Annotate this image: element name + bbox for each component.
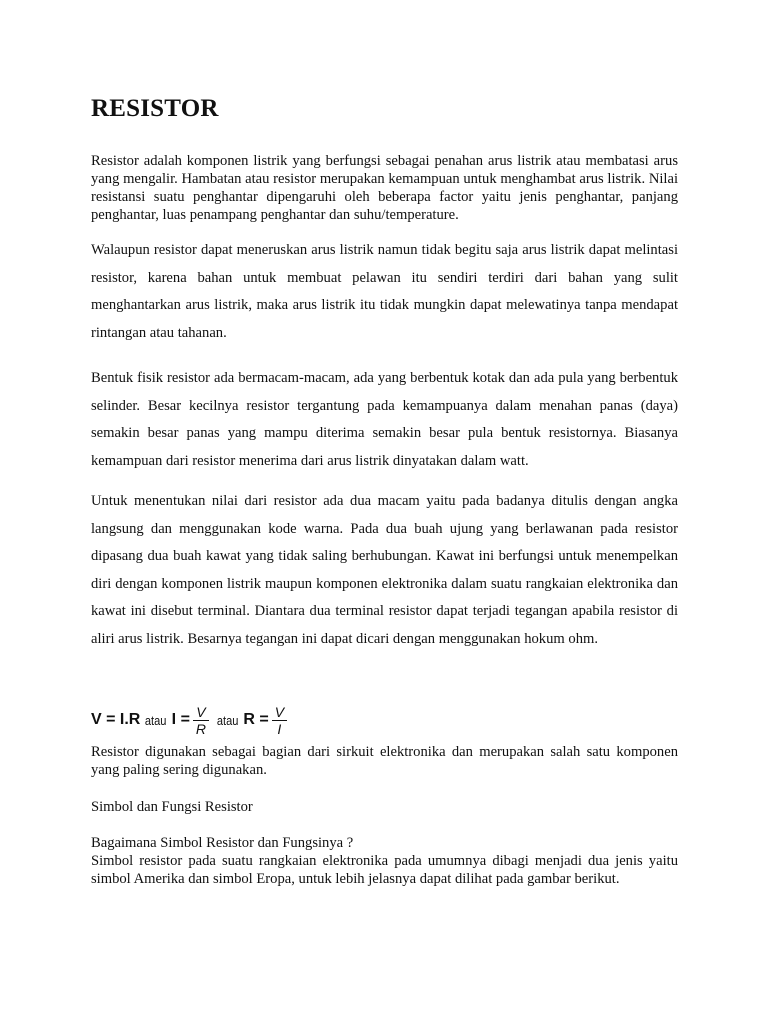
section-heading-symbols: Simbol dan Fungsi Resistor bbox=[91, 799, 253, 815]
paragraph-current-flow: Walaupun resistor dapat meneruskan arus listrik namun tidak begitu saja arus listrik dapat melintasi resistor, karena bahan untuk membuat pelawan itu sendiri terdiri dari bahan yang sulit menghantarkan arus listrik, maka arus listrik itu tidak mungkin dapat melewatinya tanpa mendapat rintangan atau tahanan. bbox=[91, 242, 678, 341]
fraction-numerator: V bbox=[272, 704, 287, 721]
formula-separator: atau bbox=[145, 712, 167, 728]
formula-i-equals: I = bbox=[171, 711, 190, 728]
formula-separator: atau bbox=[216, 712, 239, 728]
fraction-denominator: I bbox=[277, 720, 282, 737]
formula-v-equals-ir: V = I.R bbox=[91, 711, 141, 728]
paragraph-question: Bagaimana Simbol Resistor dan Fungsinya ? bbox=[91, 835, 354, 851]
paragraph-physical-form: Bentuk fisik resistor ada bermacam-macam, ada yang berbentuk kotak dan ada pula yang berbentuk selinder. Besar kecilnya resistor tergantung pada kemampuanya dalam menahan panas (daya) semakin besar panas yang mampu diterima semakin besar pula bentuk resistornya. Biasanya kemampuan dari resistor menerima dari arus listrik dinyatakan dalam watt. bbox=[91, 370, 678, 469]
formula-fraction-v-over-i bbox=[272, 704, 287, 737]
document-title: RESISTOR bbox=[91, 95, 219, 122]
paragraph-usage: Resistor digunakan sebagai bagian dari sirkuit elektronika dan merupakan salah satu komponen yang paling sering digunakan. bbox=[91, 744, 678, 778]
paragraph-resistor-value: Untuk menentukan nilai dari resistor ada dua macam yaitu pada badanya ditulis dengan angka langsung dan menggunakan kode warna. Pada dua buah ujung yang berlawanan pada resistor dipasang dua buah kawat yang tidak saling berhubungan. Kawat ini berfungsi untuk menempelkan diri dengan komponen listrik maupun komponen elektronika dalam suatu rangkaian elektronika dan kawat ini disebut terminal. Diantara dua terminal resistor dapat terjadi tegangan apabila resistor di aliri arus listrik. Besarnya tegangan ini dapat dicari dengan menggunakan hokum ohm. bbox=[91, 493, 678, 647]
paragraph-definition: Resistor adalah komponen listrik yang berfungsi sebagai penahan arus listrik atau membatasi arus yang mengalir. Hambatan atau resistor merupakan kemampuan untuk menghambat arus listrik. Nilai resistansi suatu penghantar dipengaruhi oleh beberapa factor yaitu jenis penghantar, panjang penghantar, luas penampang penghantar dan suhu/temperature. bbox=[91, 153, 678, 223]
formula-fraction-v-over-r bbox=[193, 704, 209, 737]
formula-r-equals: R = bbox=[243, 711, 269, 728]
ohms-law-formula bbox=[91, 698, 290, 742]
paragraph-symbol-types: Simbol resistor pada suatu rangkaian elektronika pada umumnya dibagi menjadi dua jenis yaitu simbol Amerika dan simbol Eropa, untuk lebih jelasnya dapat dilihat pada gambar berikut. bbox=[91, 853, 678, 887]
fraction-numerator: V bbox=[193, 704, 208, 721]
fraction-denominator: R bbox=[195, 720, 207, 737]
